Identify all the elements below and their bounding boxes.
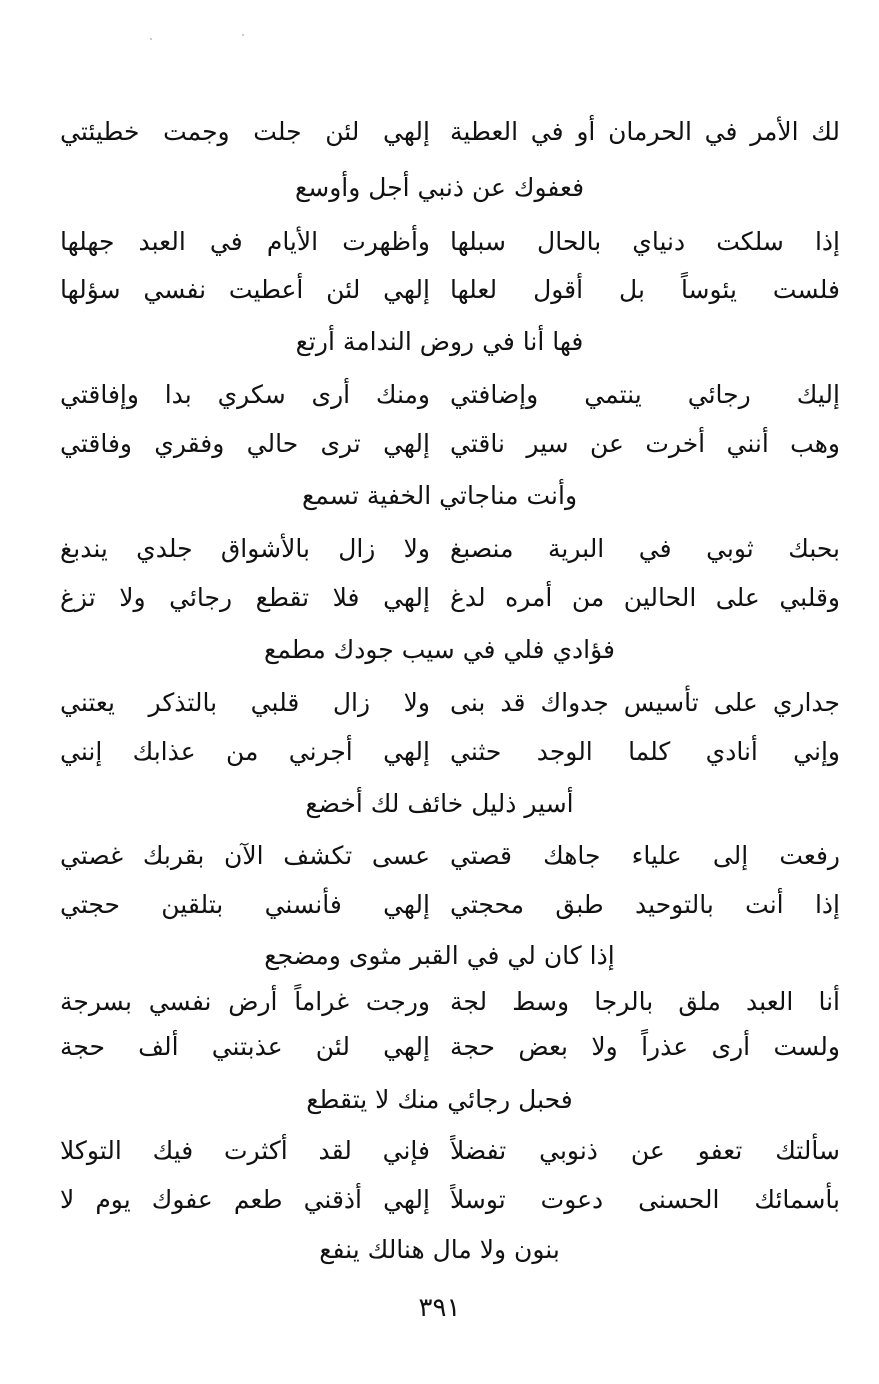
verse-second-hemistich: إلهي لئن عذبتني ألف حجة [60, 1032, 430, 1061]
scan-speck [150, 38, 152, 40]
verse-second-hemistich: ومنك أرى سكري بدا وإفاقتي [60, 380, 430, 409]
refrain-line: فحبل رجائي منك لا يتقطع [306, 1085, 573, 1114]
refrain-line: فها أنا في روض الندامة أرتع [295, 327, 584, 356]
verse-line [60, 424, 840, 464]
refrain-line: بنون ولا مال هنالك ينفع [319, 1235, 560, 1264]
verse-line [60, 836, 840, 876]
verse-line [60, 578, 840, 618]
verse-first-hemistich: أنا العبد ملق بالرجا وسط لجة [450, 987, 840, 1016]
verse-second-hemistich: إلهي فأنسني بتلقين حجتي [60, 890, 430, 919]
verse-first-hemistich: جداري على تأسيس جدواك قد بنى [450, 688, 840, 717]
verse-first-hemistich: وهب أنني أخرت عن سير ناقتي [450, 429, 840, 458]
verse-second-hemistich: ولا زال بالأشواق جلدي يندبغ [60, 534, 430, 563]
page-number: ٣٩١ [418, 1293, 461, 1323]
scan-speck [242, 34, 244, 36]
verse-first-hemistich: لك الأمر في الحرمان أو في العطية [450, 117, 840, 146]
verse-line [60, 112, 840, 152]
refrain-line: إذا كان لي في القبر مثوى ومضجع [264, 941, 615, 970]
verse-line [60, 683, 840, 723]
verse-first-hemistich: وإني أنادي كلما الوجد حثني [450, 737, 840, 766]
verse-line [60, 1131, 840, 1171]
verse-first-hemistich: سألتك تعفو عن ذنوبي تفضلاً [450, 1136, 840, 1165]
verse-line [60, 375, 840, 415]
verse-second-hemistich: فإني لقد أكثرت فيك التوكلا [60, 1136, 430, 1165]
verse-line [60, 982, 840, 1022]
verse-line [60, 222, 840, 262]
verse-second-hemistich: إلهي ترى حالي وفقري وفاقتي [60, 429, 430, 458]
verse-second-hemistich: عسى تكشف الآن بقربك غصتي [60, 841, 430, 870]
verse-line [60, 270, 840, 310]
verse-second-hemistich: إلهي لئن جلت وجمت خطيئتي [60, 117, 430, 146]
verse-line [60, 1180, 840, 1220]
verse-second-hemistich: ولا زال قلبي بالتذكر يعتني [60, 688, 430, 717]
verse-second-hemistich: إلهي أذقني طعم عفوك يوم لا [60, 1185, 430, 1214]
verse-first-hemistich: إليك رجائي ينتمي وإضافتي [450, 380, 840, 409]
verse-first-hemistich: وقلبي على الحالين من أمره لدغ [450, 583, 840, 612]
verse-second-hemistich: إلهي لئن أعطيت نفسي سؤلها [60, 275, 430, 304]
verse-first-hemistich: إذا أنت بالتوحيد طبق محجتي [450, 890, 840, 919]
verse-first-hemistich: بأسمائك الحسنى دعوت توسلاً [450, 1185, 840, 1214]
verse-first-hemistich: رفعت إلى علياء جاهك قصتي [450, 841, 840, 870]
refrain-line: فعفوك عن ذنبي أجل وأوسع [294, 173, 585, 202]
verse-line [60, 732, 840, 772]
verse-first-hemistich: إذا سلكت دنياي بالحال سبلها [450, 227, 840, 256]
verse-first-hemistich: ولست أرى عذراً ولا بعض حجة [450, 1032, 840, 1061]
verse-second-hemistich: وأظهرت الأيام في العبد جهلها [60, 227, 430, 256]
refrain-line: أسير ذليل خائف لك أخضع [305, 789, 574, 818]
refrain-line: وأنت مناجاتي الخفية تسمع [301, 481, 578, 510]
verse-first-hemistich: بحبك ثوبي في البرية منصبغ [450, 534, 840, 563]
verse-first-hemistich: فلست يئوساً بل أقول لعلها [450, 275, 840, 304]
verse-second-hemistich: إلهي فلا تقطع رجائي ولا تزغ [60, 583, 430, 612]
verse-second-hemistich: ورجت غراماً أرض نفسي بسرجة [60, 987, 430, 1016]
verse-line [60, 1027, 840, 1067]
verse-line [60, 885, 840, 925]
verse-line [60, 529, 840, 569]
verse-second-hemistich: إلهي أجرني من عذابك إنني [60, 737, 430, 766]
refrain-line: فؤادي فلي في سيب جودك مطمع [264, 635, 615, 664]
